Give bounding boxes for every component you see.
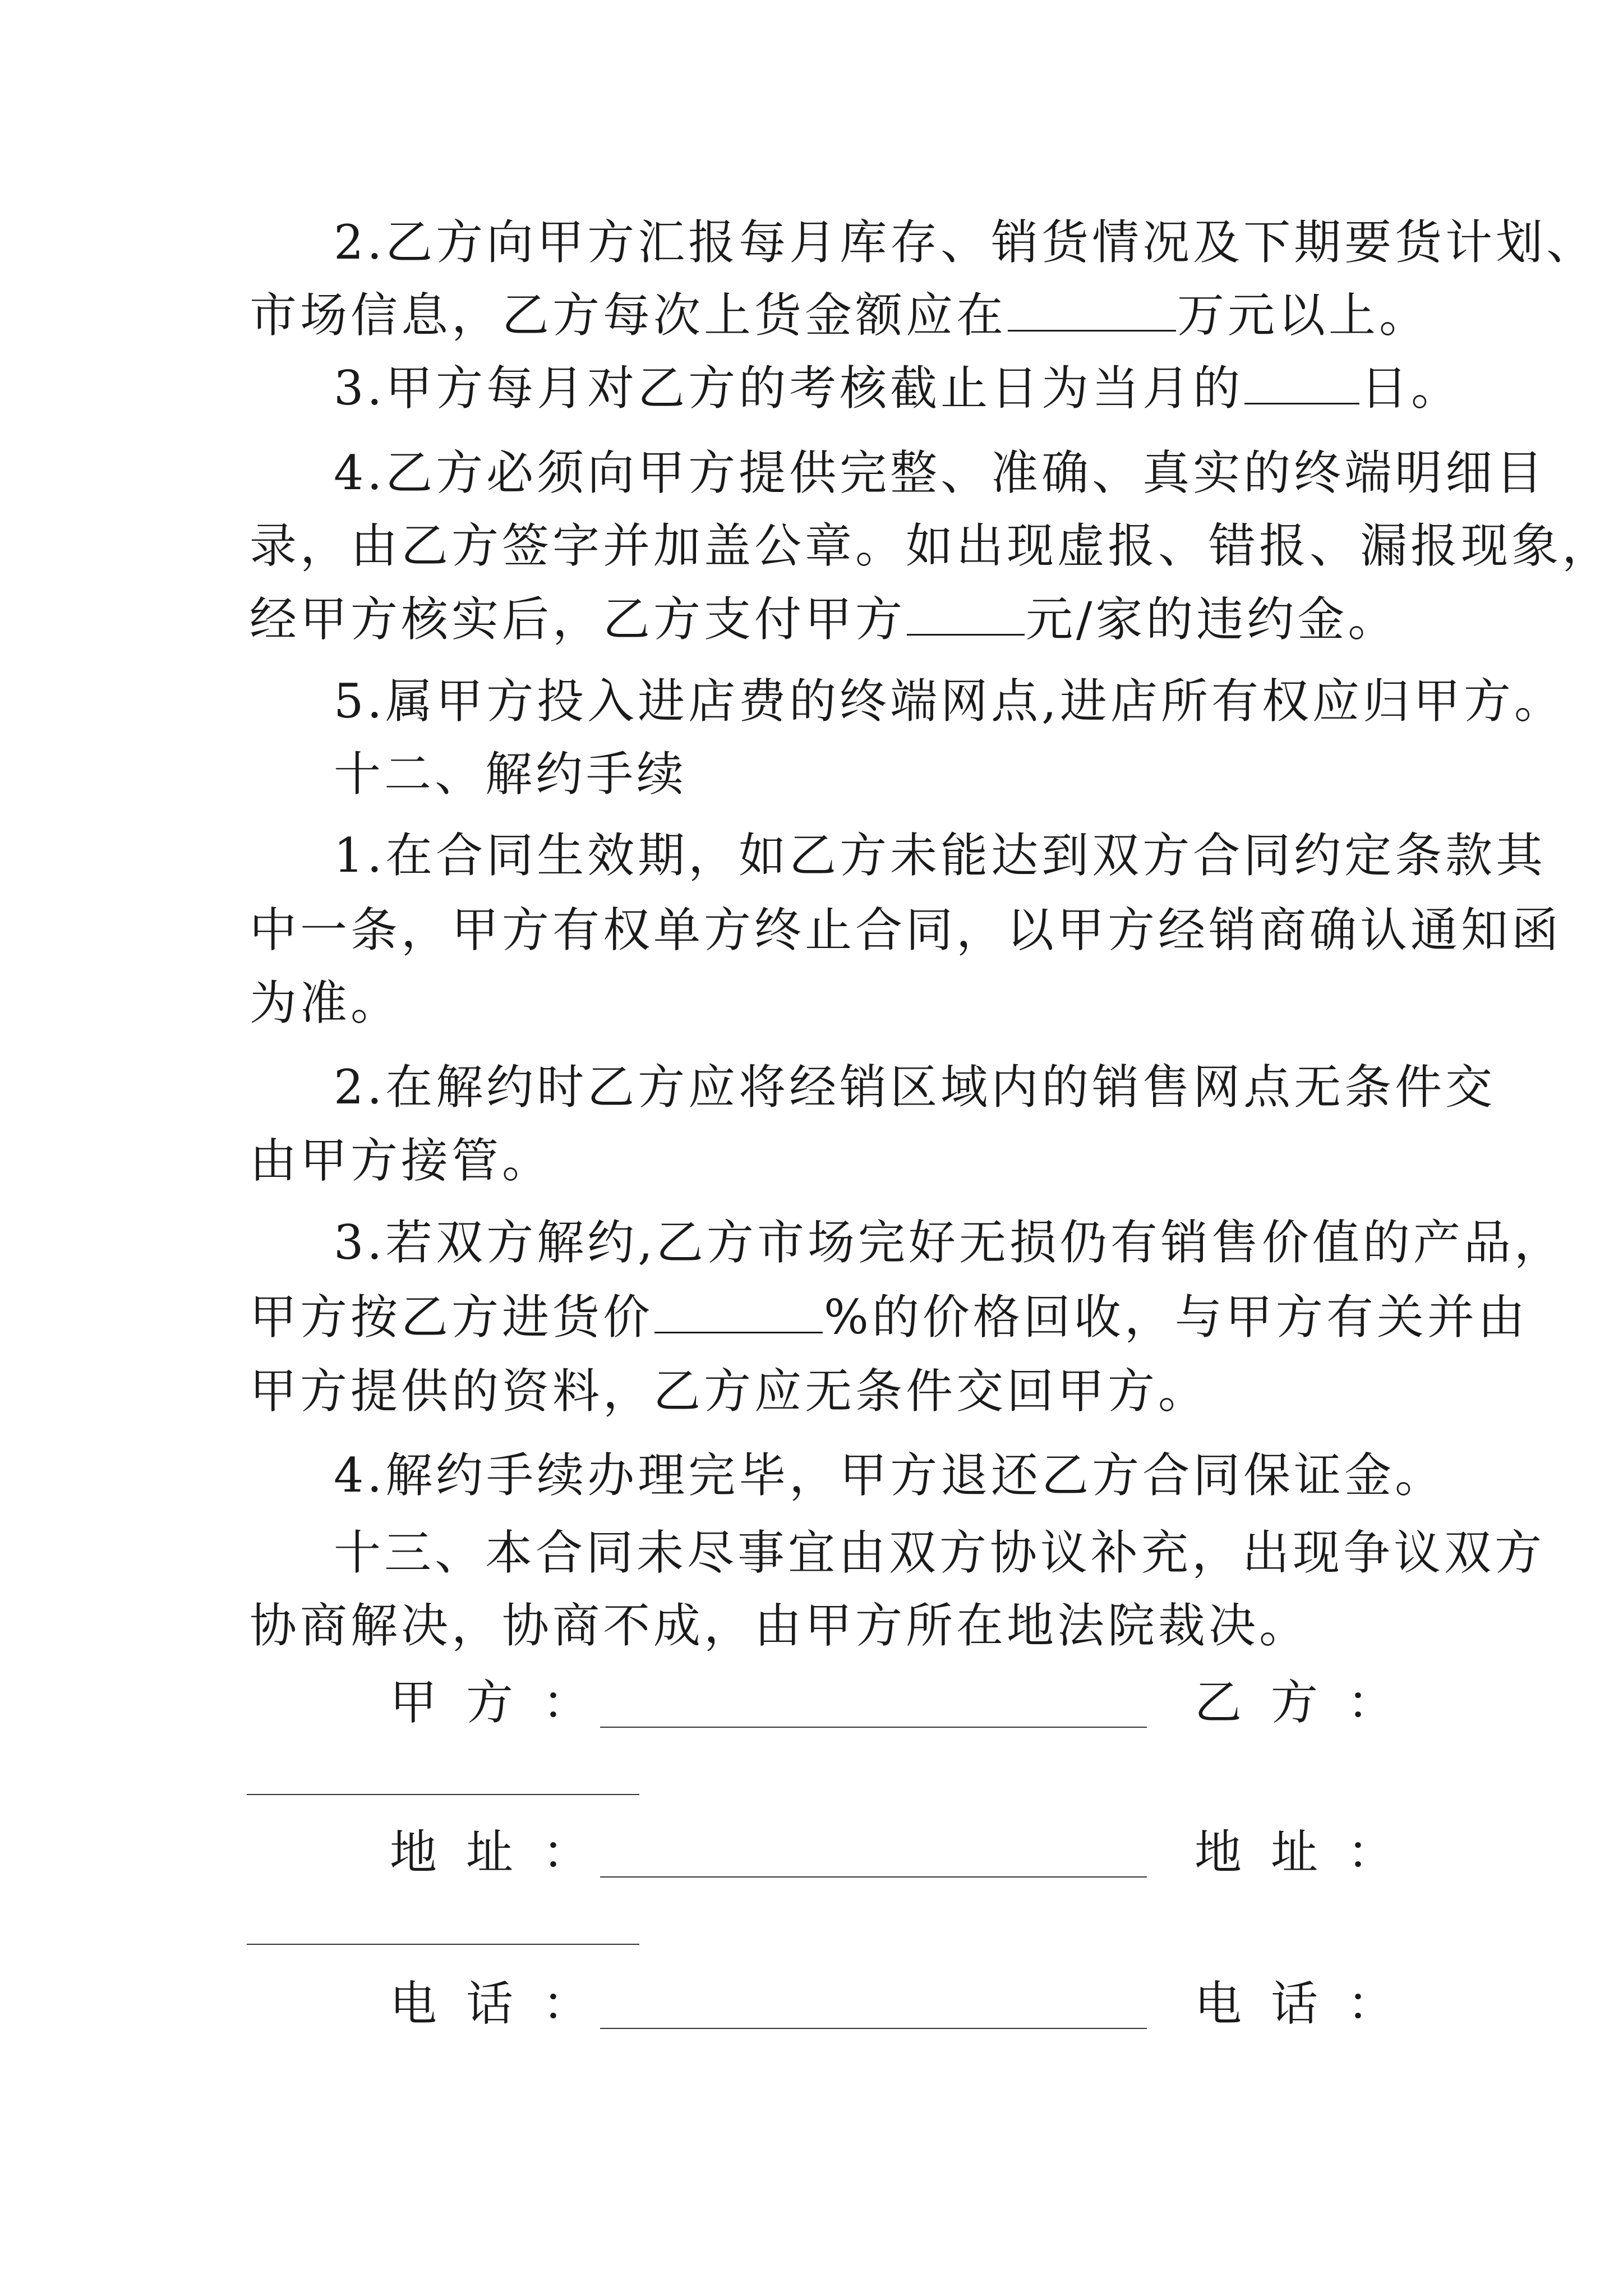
text: 十三、本合同未尽事宜由双方协议补充，出现争议双方 xyxy=(334,1525,1546,1580)
party-b-label: 乙方： xyxy=(1195,1675,1424,1730)
address-a-label: 地址： xyxy=(390,1825,619,1880)
text: 2.乙方向甲方汇报每月库存、销货情况及下期要货计划、 xyxy=(334,215,1597,270)
text: 为准。 xyxy=(250,976,402,1030)
clause-12-3-line-2 xyxy=(250,1289,1528,1345)
clause-12-4 xyxy=(334,1447,1445,1503)
section-13-line-1 xyxy=(334,1525,1545,1581)
clause-11-4-line-1 xyxy=(334,445,1546,501)
fill-blank xyxy=(654,1295,823,1333)
text: 万元以上。 xyxy=(1177,288,1430,343)
clause-11-2-line-2 xyxy=(250,287,1430,343)
text: 5.属甲方投入进店费的终端网点,进店所有权应归甲方。 xyxy=(334,674,1565,729)
address-a-line xyxy=(600,1876,1147,1878)
address-b-label: 地址： xyxy=(1195,1825,1424,1880)
text: 4.乙方必须向甲方提供完整、准确、真实的终端明细目 xyxy=(334,445,1547,500)
text: 1.在合同生效期，如乙方未能达到双方合同约定条款其 xyxy=(334,828,1547,883)
phone-a-label: 电话： xyxy=(390,1976,619,2031)
text: 由甲方接管。 xyxy=(250,1133,553,1188)
clause-12-2-line-2 xyxy=(250,1133,552,1189)
text: 十二、解约手续 xyxy=(334,747,688,802)
address-b-line xyxy=(247,1944,639,1945)
text: 日。 xyxy=(1361,361,1462,416)
section-12-heading xyxy=(334,746,687,802)
text: 中一条，甲方有权单方终止合同，以甲方经销商确认通知函 xyxy=(250,903,1562,958)
text: 协商解决，协商不成，由甲方所在地法院裁决。 xyxy=(250,1598,1310,1653)
fill-blank xyxy=(1244,366,1359,404)
clause-11-3 xyxy=(334,360,1461,416)
clause-12-1-line-2 xyxy=(250,902,1562,958)
clause-12-1-line-1 xyxy=(334,827,1546,884)
text: 录，由乙方签字并加盖公章。如出现虚报、错报、漏报现象， xyxy=(250,518,1613,573)
text: 甲方按乙方进货价 xyxy=(250,1290,654,1345)
clause-12-3-line-1 xyxy=(334,1214,1565,1271)
section-13-line-2 xyxy=(250,1598,1310,1654)
text: 经甲方核实后，乙方支付甲方 xyxy=(250,592,906,647)
text: %的价格回收，与甲方有关并由 xyxy=(824,1290,1528,1345)
party-a-signature-line xyxy=(600,1727,1147,1728)
party-b-signature-line xyxy=(247,1794,639,1795)
clause-12-3-line-3 xyxy=(250,1363,1209,1419)
party-a-label: 甲方： xyxy=(390,1675,619,1730)
fill-blank xyxy=(1008,293,1176,332)
text: 元/家的违约金。 xyxy=(1026,592,1399,647)
phone-a-line xyxy=(600,2028,1147,2029)
clause-11-4-line-2 xyxy=(250,518,1612,574)
text: 甲方提供的资料，乙方应无条件交回甲方。 xyxy=(250,1364,1209,1419)
text: 3.甲方每月对乙方的考核截止日为当月的 xyxy=(334,361,1244,416)
fill-blank xyxy=(907,597,1025,636)
clause-12-1-line-3 xyxy=(250,975,401,1031)
clause-11-2-line-1 xyxy=(334,214,1597,270)
clause-12-2-line-1 xyxy=(334,1059,1496,1115)
text: 4.解约手续办理完毕，甲方退还乙方合同保证金。 xyxy=(334,1448,1446,1503)
clause-11-5 xyxy=(334,673,1565,729)
text: 市场信息，乙方每次上货金额应在 xyxy=(250,288,1007,343)
phone-b-label: 电话： xyxy=(1195,1976,1424,2031)
text: 2.在解约时乙方应将经销区域内的销售网点无条件交 xyxy=(334,1060,1496,1115)
text: 3.若双方解约,乙方市场完好无损仍有销售价值的产品， xyxy=(334,1215,1565,1270)
clause-11-4-line-3 xyxy=(250,591,1398,647)
